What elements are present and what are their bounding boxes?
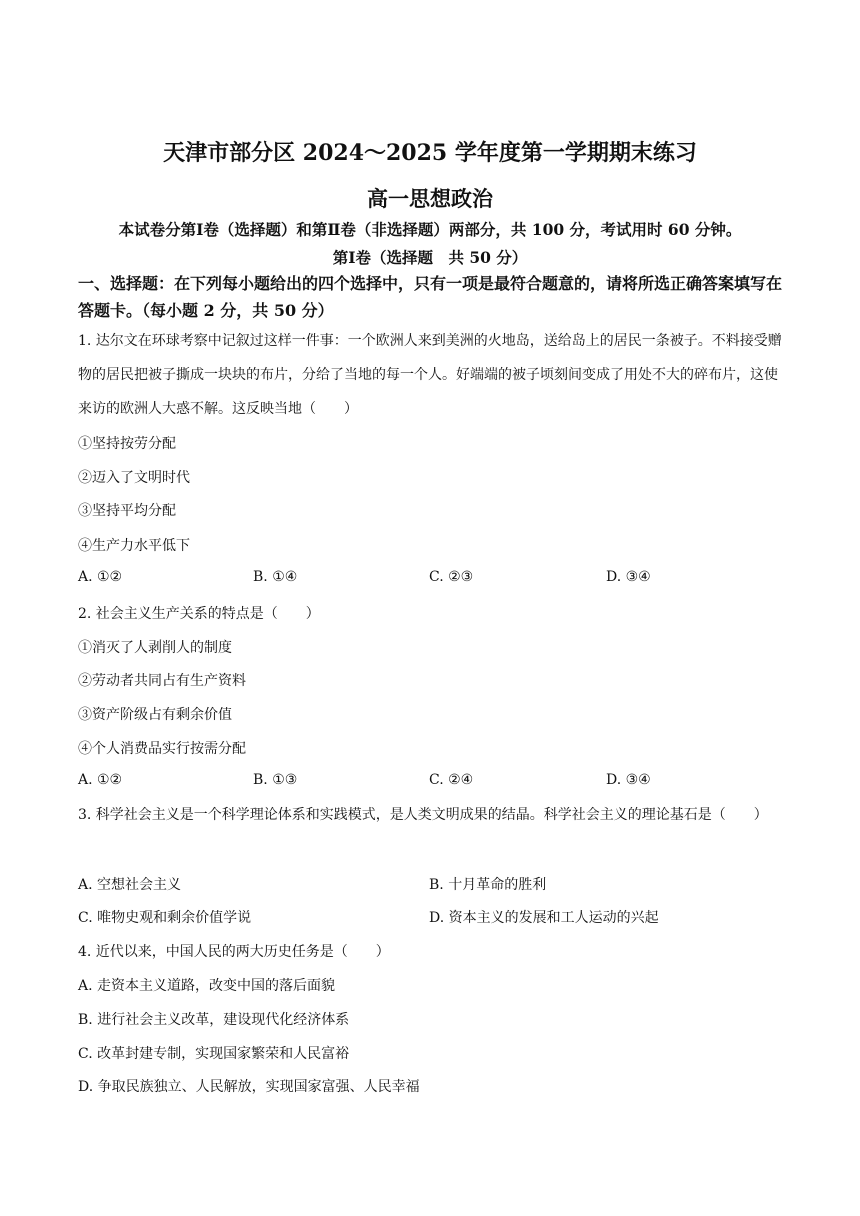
question-1-stem: 1. 达尔文在环球考察中记叙过这样一件事：一个欧洲人来到美洲的火地岛，送给岛上的居民一条被子。不料接受赠物的居民把被子撕成一块块的布片，分给了当地的每一个人。好端端的被子顷刻间变成了用处不大的碎布片，这使来访的欧洲人大惑不解。这反映当地（ ） [78,333,782,417]
question-3-option-a[interactable]: A. 空想社会主义 [78,877,182,893]
question-2-option-b[interactable]: B. ①③ [253,772,298,788]
question-3-stem: 3. 科学社会主义是一个科学理论体系和实践模式，是人类文明成果的结晶。科学社会主义的理论基石是（ ） [78,807,768,823]
exam-title: 天津市部分区 2024～2025 学年度第一学期期末练习 [163,140,697,166]
question-2-stem: 2. 社会主义生产关系的特点是（ ） [78,606,320,622]
question-2-option-d[interactable]: D. ③④ [606,772,651,788]
question-1-item-2: ②迈入了文明时代 [78,470,190,486]
question-3-option-c[interactable]: C. 唯物史观和剩余价值学说 [78,910,252,926]
question-2-option-a[interactable]: A. ①② [78,772,123,788]
question-2-item-4: ④个人消费品实行按需分配 [78,741,246,757]
question-4-option-a[interactable]: A. 走资本主义道路，改变中国的落后面貌 [78,978,336,994]
question-4-option-c[interactable]: C. 改革封建专制，实现国家繁荣和人民富裕 [78,1046,350,1062]
section-one-instructions: 一、选择题：在下列每小题给出的四个选择中，只有一项是最符合题意的，请将所选正确答案填写在答题卡。（每小题 2 分，共 50 分） [78,274,783,320]
question-2-item-3: ③资产阶级占有剩余价值 [78,707,232,723]
question-1-option-a[interactable]: A. ①② [78,569,123,585]
question-1-option-c[interactable]: C. ②③ [429,569,474,585]
question-1-item-1: ①坚持按劳分配 [78,436,176,452]
question-3-option-d[interactable]: D. 资本主义的发展和工人运动的兴起 [429,910,659,926]
question-2-item-2: ②劳动者共同占有生产资料 [78,673,246,689]
question-1-item-4: ④生产力水平低下 [78,538,190,554]
part-one-heading: 第Ⅰ卷（选择题 共 50 分） [332,248,528,267]
question-1-item-3: ③坚持平均分配 [78,503,176,519]
question-2-option-c[interactable]: C. ②④ [429,772,474,788]
exam-intro: 本试卷分第Ⅰ卷（选择题）和第Ⅱ卷（非选择题）两部分，共 100 分，考试用时 60 分钟。 [118,220,742,239]
exam-subtitle: 高一思想政治 [367,186,493,211]
question-1-option-b[interactable]: B. ①④ [253,569,298,585]
question-1-option-d[interactable]: D. ③④ [606,569,651,585]
question-4-stem: 4. 近代以来，中国人民的两大历史任务是（ ） [78,944,390,960]
question-4-option-d[interactable]: D. 争取民族独立、人民解放，实现国家富强、人民幸福 [78,1079,420,1095]
question-4-option-b[interactable]: B. 进行社会主义改革，建设现代化经济体系 [78,1012,350,1028]
question-2-item-1: ①消灭了人剥削人的制度 [78,640,232,656]
question-3-option-b[interactable]: B. 十月革命的胜利 [429,877,547,893]
